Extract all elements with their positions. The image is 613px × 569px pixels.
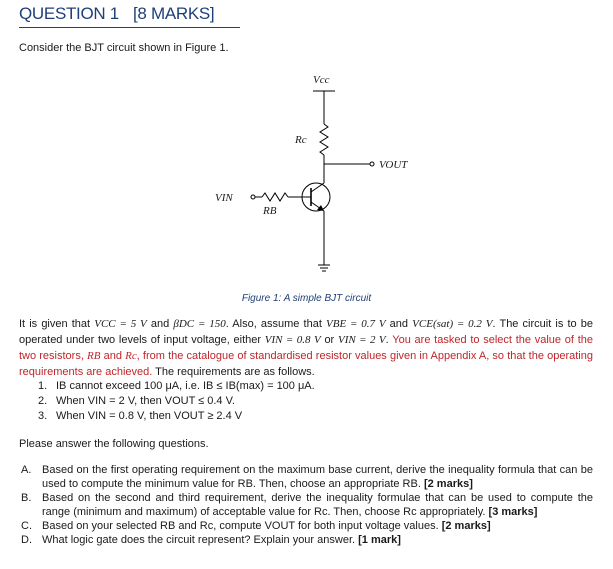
highlight-rb: RB	[87, 350, 101, 362]
question-marks: [8 MARKS]	[132, 4, 215, 23]
vin-low-equation: VIN = 0.8 V	[264, 334, 321, 346]
para-text-7: .	[385, 334, 393, 346]
rc-resistor	[320, 124, 328, 155]
figure-caption: Figure 1: A simple BJT circuit	[241, 293, 372, 304]
questions-prompt: Please answer the following questions.	[19, 438, 209, 450]
vcc-label: Vcc	[313, 74, 330, 86]
problem-statement	[19, 316, 593, 380]
question-item-d: D. What logic gate does the circuit represent? Explain your answer. [1 mark]	[21, 534, 401, 546]
intro-text: Consider the BJT circuit shown in Figure 1.	[19, 42, 229, 54]
highlight-rc: Rc	[125, 350, 137, 362]
vcc-equation: VCC = 5 V	[94, 318, 147, 330]
list-item: 1. IB cannot exceed 100 μA, i.e. IB ≤ IB(max) = 100 μA.	[38, 380, 315, 392]
vbe-equation: VBE = 0.7 V	[326, 318, 386, 330]
para-text-1: It is given that	[19, 318, 95, 330]
question-item-b: B. Based on the second and third requirement, derive the inequality formulae that can be used to compute the range (minimum and maximum) of acceptable value for Rc. Then, choose Rc appropriately. [3 marks]	[21, 492, 593, 518]
list-item: 2. When VIN = 2 V, then VOUT ≤ 0.4 V.	[38, 395, 235, 407]
para-text-5: . The circuit is to be operated under two levels of input voltage, either	[19, 318, 594, 346]
vin-terminal	[251, 195, 255, 199]
para-text-8: The requirements are as follows.	[152, 366, 315, 378]
question-item-a: A. Based on the first operating requirement on the maximum base current, derive the inequality formula that can be used to compute the minimum value for RB. Then, choose an appropriate RB. [2 marks]	[21, 464, 593, 490]
para-text-6: or	[320, 334, 338, 346]
vin-label: VIN	[215, 192, 233, 204]
highlight-text-1: You are tasked to select the value of the two resistors,	[19, 334, 593, 362]
para-text-3: . Also, assume that	[225, 318, 327, 330]
requirements-list	[38, 379, 315, 424]
rb-label: RB	[263, 205, 277, 217]
vin-high-equation: VIN = 2 V	[337, 334, 386, 346]
transistor-collector	[311, 183, 324, 192]
list-item: 3. When VIN = 0.8 V, then VOUT ≥ 2.4 V	[38, 410, 243, 422]
para-text-4: and	[385, 318, 413, 330]
para-text-2: and	[146, 318, 174, 330]
questions-list	[21, 463, 593, 547]
vout-label: VOUT	[379, 159, 408, 171]
vce-equation: VCE(sat) = 0.2 V	[412, 318, 493, 330]
vout-terminal	[370, 162, 374, 166]
beta-equation: βDC = 150	[173, 318, 226, 330]
emitter-arrow	[317, 205, 324, 211]
question-item-c: C. Based on your selected RB and Rc, compute VOUT for both input voltage values. [2 marks]	[21, 520, 491, 532]
question-number: QUESTION 1	[19, 4, 119, 23]
highlight-text-2: and	[100, 350, 126, 362]
highlight-text-3: , from the catalogue of standardised resistor values given in Appendix A, so that the operating requirements are achieved.	[19, 350, 593, 378]
rc-label: Rc	[295, 134, 307, 146]
rb-resistor	[262, 193, 288, 201]
